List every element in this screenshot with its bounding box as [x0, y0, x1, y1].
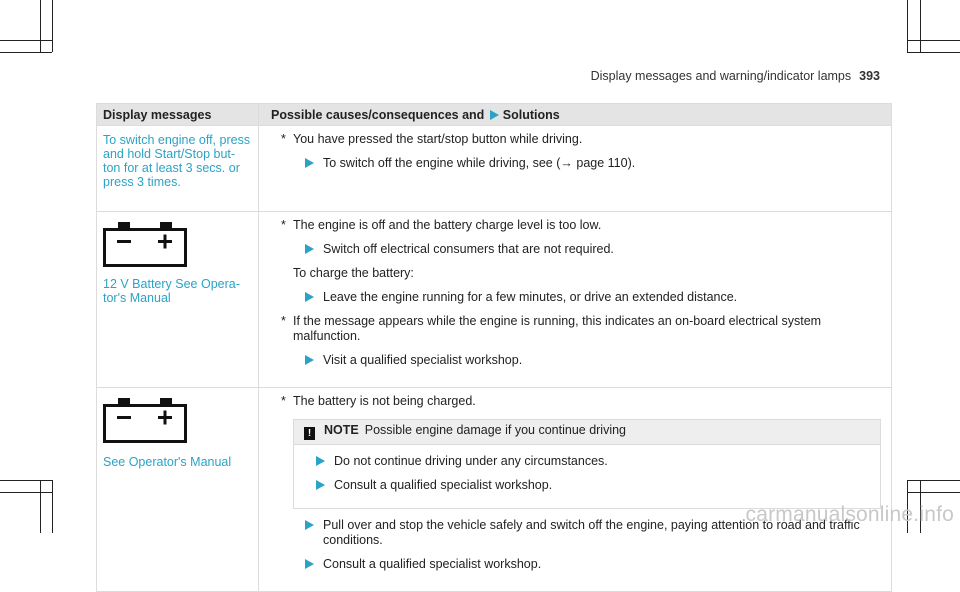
running-head: [591, 69, 880, 83]
solution-cell: [259, 212, 892, 388]
table-header-row: [97, 104, 892, 126]
action-text: Leave the engine running for a few minutes, or drive an extended distance.: [323, 290, 738, 304]
action-arrow-icon: [305, 158, 314, 168]
cause-text: If the message appears while the engine is running, this indicates an on-board electrical system malfunction.: [293, 314, 822, 343]
crop-mark: [0, 492, 52, 493]
table-row: [97, 388, 892, 592]
crop-mark: [52, 480, 53, 533]
page-number: 393: [859, 69, 880, 83]
message-line: tor's Manual: [103, 291, 171, 305]
crop-mark: [40, 0, 41, 52]
note-body: [294, 454, 880, 508]
crop-mark: [0, 40, 52, 41]
message-line: and hold Start/Stop but-: [103, 147, 236, 161]
crop-mark: [907, 0, 908, 52]
action-arrow-icon: [490, 110, 499, 120]
cause-item: [259, 218, 883, 233]
action-text: Pull over and stop the vehicle safely and switch off the engine, paying attention to road and traffic conditions.: [323, 518, 860, 547]
action-item: [259, 290, 883, 305]
action-text: Do not continue driving under any circumstances.: [334, 454, 608, 468]
table-row: [97, 126, 892, 212]
message-cell: [97, 126, 259, 212]
crop-mark: [0, 480, 52, 481]
cause-item: [259, 132, 883, 147]
action-item: [259, 353, 883, 368]
solution-cell: [259, 388, 892, 592]
watermark: carmanualsonline.info: [745, 503, 954, 526]
action-arrow-icon: [316, 480, 325, 490]
action-arrow-icon: [305, 520, 314, 530]
note-label: NOTE: [324, 423, 359, 437]
cause-text: The engine is off and the battery charge level is too low.: [293, 218, 602, 232]
action-text: Consult a qualified specialist workshop.: [334, 478, 553, 492]
crop-mark: [907, 492, 960, 493]
action-item: [259, 242, 883, 257]
cause-item: [259, 394, 883, 409]
action-item: [294, 454, 880, 469]
cause-text: You have pressed the start/stop button while driving.: [293, 132, 583, 146]
crop-mark: [907, 40, 960, 41]
action-arrow-icon: [305, 355, 314, 365]
message-line: 12 V Battery See Opera-: [103, 277, 240, 291]
warning-icon: !: [304, 427, 315, 440]
message-cell: [97, 388, 259, 592]
display-message: [97, 267, 258, 305]
display-message: See Operator's Manual: [103, 455, 232, 469]
message-line: To switch engine off, press: [103, 133, 251, 147]
action-item: [259, 156, 883, 171]
cause-text: The battery is not being charged.: [293, 394, 476, 408]
battery-icon: [103, 221, 187, 267]
action-text: Visit a qualified specialist workshop.: [323, 353, 523, 367]
action-text: To switch off the engine while driving, see (→ page 110).: [323, 156, 636, 170]
action-arrow-icon: [305, 292, 314, 302]
header-causes-solutions: [259, 104, 892, 126]
note-header: [294, 420, 880, 445]
action-arrow-icon: [305, 559, 314, 569]
crop-mark: [920, 0, 921, 52]
message-line: ton for at least 3 secs. or: [103, 161, 240, 175]
solution-cell: [259, 126, 892, 212]
action-text: Switch off electrical consumers that are not required.: [323, 242, 614, 256]
note-box: [293, 419, 881, 509]
cause-item: [259, 314, 883, 344]
action-item: [294, 478, 880, 493]
crop-mark: [40, 480, 41, 533]
display-message: [97, 126, 258, 189]
action-item: [259, 557, 883, 572]
header-display-messages: Display messages: [97, 104, 259, 126]
header-causes-label: Possible causes/consequences and: [271, 108, 485, 122]
header-solutions-label: Solutions: [502, 108, 560, 122]
bullet-asterisk: *: [281, 132, 286, 146]
action-arrow-icon: [305, 244, 314, 254]
bullet-asterisk: *: [281, 394, 286, 408]
bullet-asterisk: *: [281, 314, 286, 328]
bullet-asterisk: *: [281, 218, 286, 232]
action-arrow-icon: [316, 456, 325, 466]
crop-mark: [907, 480, 960, 481]
note-title: Possible engine damage if you continue driving: [364, 423, 627, 437]
running-head-title: Display messages and warning/indicator lamps: [590, 69, 852, 83]
action-text: Consult a qualified specialist workshop.: [323, 557, 542, 571]
instruction-text: To charge the battery:: [293, 266, 414, 280]
crop-mark: [907, 52, 960, 53]
crop-mark: [0, 52, 52, 53]
table-row: [97, 212, 892, 388]
crop-mark: [52, 0, 53, 52]
message-line: press 3 times.: [103, 175, 181, 189]
message-cell: [97, 212, 259, 388]
battery-icon: [103, 397, 187, 443]
